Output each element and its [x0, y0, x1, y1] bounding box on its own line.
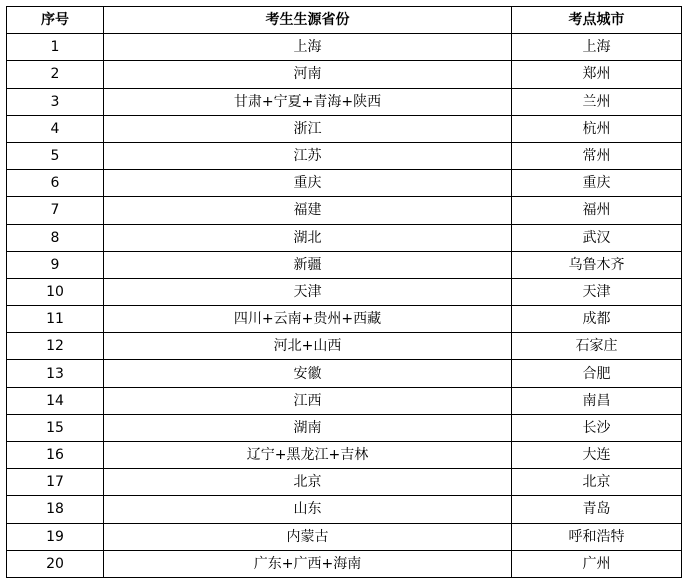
header-exam-city: 考点城市 [512, 7, 682, 34]
cell-province: 甘肃+宁夏+青海+陕西 [104, 88, 512, 115]
cell-province: 辽宁+黑龙江+吉林 [104, 442, 512, 469]
cell-serial-number: 5 [7, 142, 104, 169]
header-row [7, 7, 682, 34]
cell-serial-number: 1 [7, 34, 104, 61]
table-row [7, 442, 682, 469]
table-row [7, 224, 682, 251]
cell-city: 北京 [512, 469, 682, 496]
cell-serial-number: 11 [7, 306, 104, 333]
table-row [7, 278, 682, 305]
cell-city: 武汉 [512, 224, 682, 251]
cell-serial-number: 10 [7, 278, 104, 305]
table-row [7, 414, 682, 441]
cell-serial-number: 14 [7, 387, 104, 414]
table-row [7, 496, 682, 523]
cell-serial-number: 18 [7, 496, 104, 523]
cell-city: 南昌 [512, 387, 682, 414]
cell-province: 上海 [104, 34, 512, 61]
cell-city: 广州 [512, 550, 682, 577]
table-row [7, 61, 682, 88]
cell-serial-number: 12 [7, 333, 104, 360]
cell-province: 湖北 [104, 224, 512, 251]
table-row [7, 115, 682, 142]
cell-province: 内蒙古 [104, 523, 512, 550]
cell-province: 北京 [104, 469, 512, 496]
table-row [7, 251, 682, 278]
cell-city: 成都 [512, 306, 682, 333]
cell-province: 四川+云南+贵州+西藏 [104, 306, 512, 333]
cell-serial-number: 20 [7, 550, 104, 577]
cell-city: 上海 [512, 34, 682, 61]
table-row [7, 88, 682, 115]
cell-city: 乌鲁木齐 [512, 251, 682, 278]
cell-serial-number: 19 [7, 523, 104, 550]
table-row [7, 333, 682, 360]
cell-serial-number: 16 [7, 442, 104, 469]
cell-city: 福州 [512, 197, 682, 224]
table-row [7, 360, 682, 387]
cell-province: 重庆 [104, 170, 512, 197]
cell-serial-number: 17 [7, 469, 104, 496]
cell-province: 天津 [104, 278, 512, 305]
cell-serial-number: 15 [7, 414, 104, 441]
cell-city: 杭州 [512, 115, 682, 142]
cell-province: 广东+广西+海南 [104, 550, 512, 577]
cell-province: 河北+山西 [104, 333, 512, 360]
table-container [6, 6, 682, 578]
table-row [7, 306, 682, 333]
table-row [7, 142, 682, 169]
cell-city: 呼和浩特 [512, 523, 682, 550]
cell-province: 新疆 [104, 251, 512, 278]
cell-province: 湖南 [104, 414, 512, 441]
cell-serial-number: 6 [7, 170, 104, 197]
cell-city: 石家庄 [512, 333, 682, 360]
header-serial-number: 序号 [7, 7, 104, 34]
cell-city: 合肥 [512, 360, 682, 387]
cell-province: 安徽 [104, 360, 512, 387]
cell-city: 天津 [512, 278, 682, 305]
table-row [7, 197, 682, 224]
cell-city: 郑州 [512, 61, 682, 88]
cell-serial-number: 3 [7, 88, 104, 115]
cell-city: 常州 [512, 142, 682, 169]
cell-city: 大连 [512, 442, 682, 469]
cell-serial-number: 8 [7, 224, 104, 251]
cell-province: 山东 [104, 496, 512, 523]
table-row [7, 550, 682, 577]
header-candidate-province: 考生生源省份 [104, 7, 512, 34]
cell-city: 长沙 [512, 414, 682, 441]
table-row [7, 34, 682, 61]
cell-serial-number: 4 [7, 115, 104, 142]
cell-city: 青岛 [512, 496, 682, 523]
cell-province: 福建 [104, 197, 512, 224]
cell-province: 江西 [104, 387, 512, 414]
table-row [7, 387, 682, 414]
cell-province: 江苏 [104, 142, 512, 169]
table-row [7, 469, 682, 496]
cell-province: 河南 [104, 61, 512, 88]
cell-serial-number: 7 [7, 197, 104, 224]
cell-city: 兰州 [512, 88, 682, 115]
cell-city: 重庆 [512, 170, 682, 197]
table-row [7, 170, 682, 197]
cell-serial-number: 13 [7, 360, 104, 387]
cell-serial-number: 9 [7, 251, 104, 278]
exam-location-table [6, 6, 682, 578]
cell-serial-number: 2 [7, 61, 104, 88]
cell-province: 浙江 [104, 115, 512, 142]
table-row [7, 523, 682, 550]
